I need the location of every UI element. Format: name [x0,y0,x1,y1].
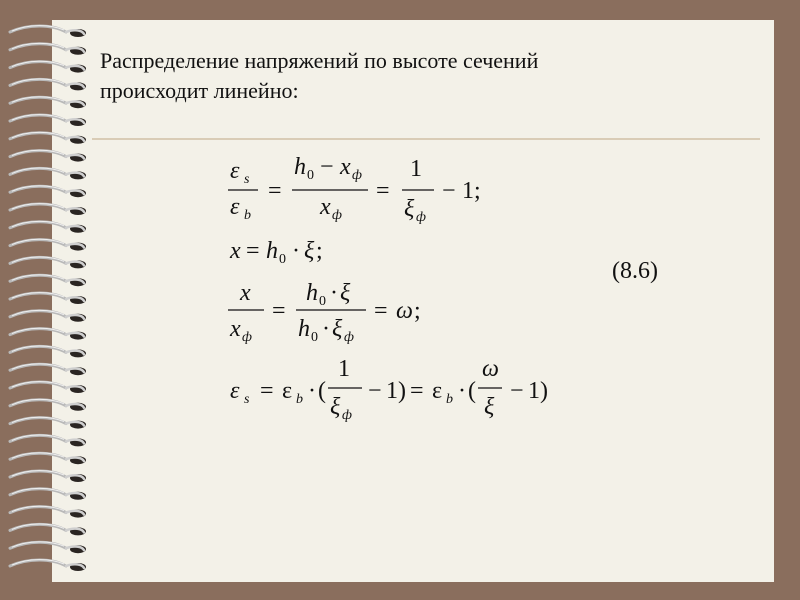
svg-text:ф: ф [332,208,342,223]
svg-text:=: = [246,238,260,264]
svg-text:=: = [410,378,424,404]
svg-text:h: h [266,238,278,264]
svg-text:=: = [268,178,282,204]
svg-text:0: 0 [311,330,318,345]
equation-strain-ratio [228,154,481,225]
svg-text:1: 1 [410,156,422,182]
svg-text:b: b [244,208,251,223]
svg-text:x: x [320,194,331,220]
svg-text:1: 1 [338,356,350,382]
svg-text:·: · [308,378,316,404]
svg-text:·: · [458,378,466,404]
svg-text:x: x [230,316,241,342]
svg-text:ω: ω [482,356,499,382]
svg-text:ξ: ξ [404,196,415,222]
svg-text:0: 0 [319,294,326,309]
svg-text:h: h [294,154,306,180]
svg-text:ε: ε [230,194,240,220]
svg-text:ε: ε [432,378,443,404]
svg-text:ε: ε [230,378,240,404]
equation-height [229,238,323,267]
svg-text:·: · [330,280,338,306]
svg-text:s: s [244,392,250,407]
svg-text:·: · [292,238,300,264]
svg-text:−: − [368,378,382,404]
svg-text:;: ; [414,298,421,324]
title-line-2: происходит линейно: [100,78,299,103]
svg-text:0: 0 [307,168,314,183]
svg-text:ξ: ξ [332,316,343,342]
equation-strain-steel [230,356,548,423]
svg-text:0: 0 [279,252,286,267]
svg-text:ε: ε [282,378,293,404]
equation-omega [228,280,421,345]
svg-text:ω: ω [396,298,413,324]
svg-text:(: ( [468,378,476,404]
equation-number: (8.6) [612,258,658,284]
svg-text:;: ; [316,238,323,264]
svg-text:=: = [374,298,388,324]
svg-text:x: x [230,238,241,264]
svg-text:=: = [376,178,390,204]
svg-text:ф: ф [416,210,426,225]
svg-text:ф: ф [342,408,352,423]
svg-text:h: h [298,316,310,342]
svg-text:b: b [296,392,303,407]
svg-text:ε: ε [230,158,240,184]
svg-text:=: = [272,298,286,324]
svg-text:x: x [340,154,351,180]
svg-text:x: x [240,280,251,306]
svg-text:ф: ф [242,330,252,345]
svg-text:=: = [260,378,274,404]
svg-text:−: − [442,178,456,204]
svg-text:·: · [322,316,330,342]
svg-text:ф: ф [352,168,362,183]
svg-text:−: − [320,154,334,180]
svg-text:ξ: ξ [330,394,341,420]
svg-text:b: b [446,392,453,407]
svg-text:−: − [510,378,524,404]
svg-text:h: h [306,280,318,306]
formula-block [220,140,590,440]
svg-text:(: ( [318,378,326,404]
svg-text:1;: 1; [462,178,481,204]
slide-title [100,46,720,106]
svg-text:1): 1) [386,378,406,404]
svg-text:ξ: ξ [304,238,315,264]
svg-text:1): 1) [528,378,548,404]
svg-text:s: s [244,172,250,187]
svg-text:ф: ф [344,330,354,345]
spiral-binding-icon [8,24,90,584]
svg-text:ξ: ξ [484,394,495,420]
svg-text:ξ: ξ [340,280,351,306]
title-line-1: Распределение напряжений по высоте сечений [100,48,539,73]
